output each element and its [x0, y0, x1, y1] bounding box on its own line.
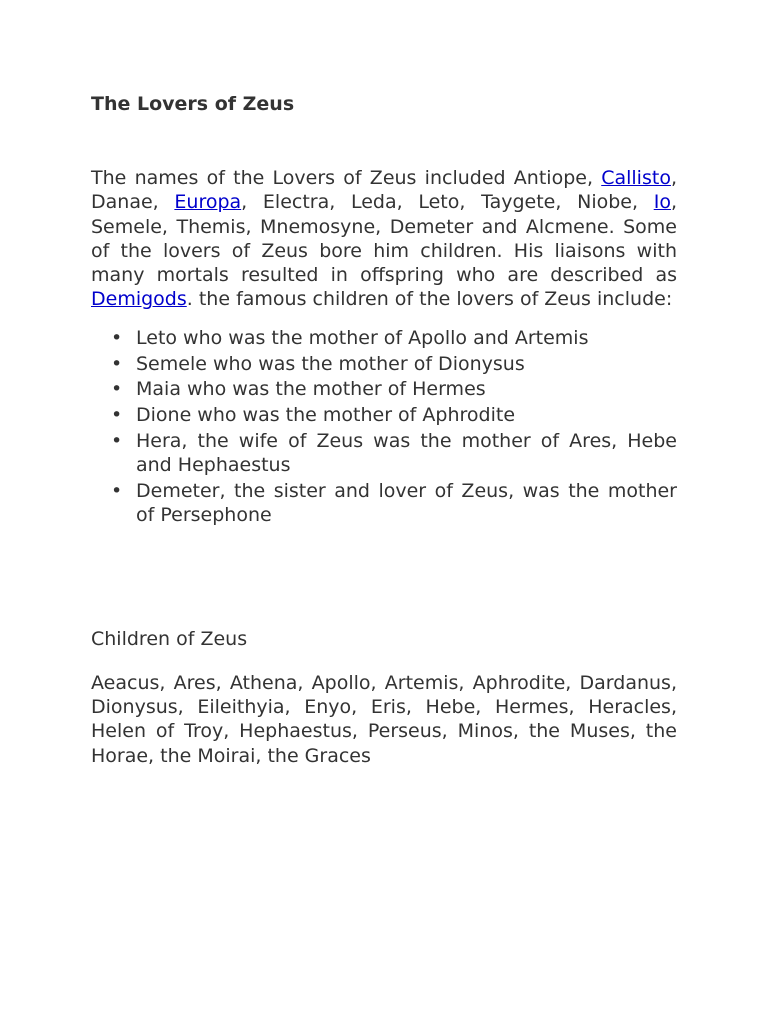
europa-link[interactable]: Europa	[174, 191, 242, 214]
list-item-text: Hera, the wife of Zeus was the mother of Ares, Hebe and Hephaestus	[136, 429, 677, 477]
intro-text-2: , Danae,	[91, 167, 677, 214]
bullet-icon: •	[111, 429, 123, 452]
list-item-text: Leto who was the mother of Apollo and Artemis	[136, 326, 589, 349]
page-title: The Lovers of Zeus	[91, 93, 295, 115]
list-item	[91, 403, 677, 427]
bullet-icon: •	[111, 404, 123, 427]
list-item	[91, 429, 677, 478]
children-of-lovers-list	[91, 326, 677, 528]
demigods-link[interactable]: Demigods	[91, 288, 187, 311]
intro-text-4: , Semele, Themis, Mnemosyne, Demeter and Alcmene. Some of the lovers of Zeus bore him children. His liaisons with many mortals resulted in offspring who are described as	[91, 191, 677, 287]
list-item	[91, 326, 677, 350]
list-item	[91, 479, 677, 528]
intro-text-3: , Electra, Leda, Leto, Taygete, Niobe,	[241, 191, 654, 214]
document-content	[91, 88, 677, 768]
bullet-icon: •	[111, 352, 123, 375]
callisto-link[interactable]: Callisto	[601, 167, 671, 189]
intro-text-5: . the famous children of the lovers of Zeus include:	[186, 288, 673, 311]
children-heading: Children of Zeus	[91, 627, 248, 650]
io-link[interactable]: Io	[653, 191, 671, 214]
bullet-icon: •	[111, 326, 123, 349]
children-paragraph: Aeacus, Ares, Athena, Apollo, Artemis, Aphrodite, Dardanus, Dionysus, Eileithyia, Enyo, Eris, Hebe, Hermes, Heracles, Helen of Troy, Hephaestus, Perseus, Minos, the Muses, the Horae, the Moirai, the Graces	[91, 671, 677, 767]
list-item-text: Demeter, the sister and lover of Zeus, was the mother of Persephone	[136, 480, 677, 527]
list-item-text: Dione who was the mother of Aphrodite	[136, 404, 516, 427]
list-item	[91, 377, 677, 401]
list-item	[91, 352, 677, 376]
bullet-icon: •	[111, 378, 123, 401]
list-item-text: Semele who was the mother of Dionysus	[136, 352, 525, 375]
intro-paragraph	[91, 166, 677, 312]
list-item-text: Maia who was the mother of Hermes	[136, 378, 486, 401]
bullet-icon: •	[111, 480, 123, 503]
intro-text-1: The names of the Lovers of Zeus included Antiope,	[91, 167, 602, 189]
